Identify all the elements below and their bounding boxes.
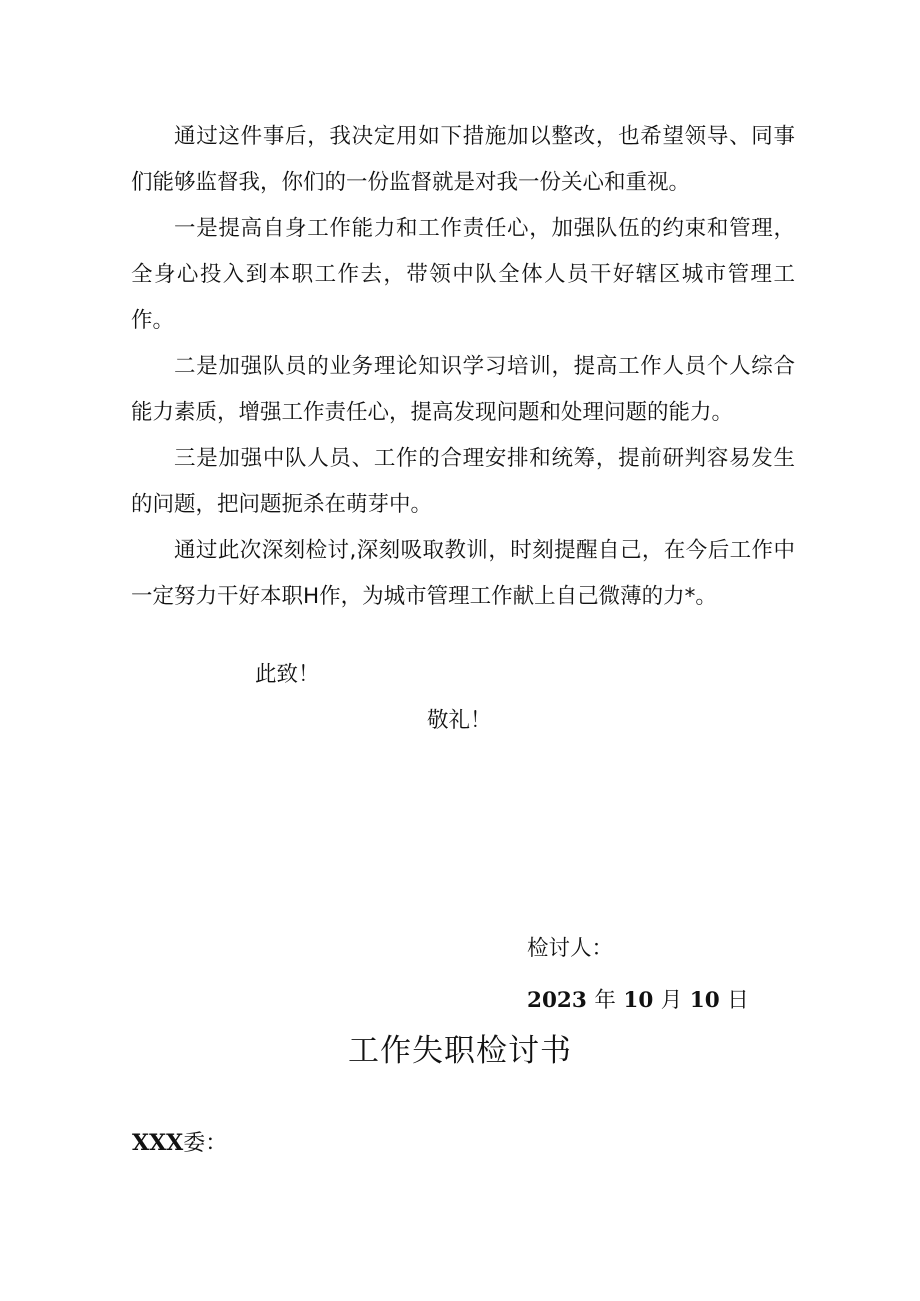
paragraph-measure-three: 三是加强中队人员、工作的合理安排和统筹，提前研判容易发生的问题，把问题扼杀在萌芽中。 (131, 446, 795, 517)
date-day: 10 (689, 988, 720, 1013)
document-title: 工作失职检讨书 (348, 1033, 572, 1069)
paragraph-rectification-intro: 通过这件事后，我决定用如下措施加以整改，也希望领导、同事们能够监督我，你们的一份监督就是对我一份关心和重视。 (131, 124, 795, 195)
date-year: 2023 (527, 988, 587, 1013)
signer-label: 检讨人： (527, 936, 614, 961)
signature-date (527, 986, 749, 1016)
closing-salutation-1: 此致！ (255, 662, 320, 687)
recipient-line (132, 1128, 227, 1159)
recipient-suffix: 委： (183, 1131, 228, 1156)
date-month-unit: 月 (660, 988, 683, 1013)
date-month: 10 (623, 988, 654, 1013)
date-year-unit: 年 (594, 988, 616, 1013)
date-day-unit: 日 (727, 988, 749, 1013)
closing-salutation-2: 敬礼！ (427, 708, 492, 733)
paragraph-measure-two: 二是加强队员的业务理论知识学习培训，提高工作人员个人综合能力素质，增强工作责任心，提高发现问题和处理问题的能力。 (131, 354, 795, 425)
recipient-prefix: XXX (132, 1130, 184, 1156)
paragraph-measure-one: 一是提高自身工作能力和工作责任心，加强队伍的约束和管理，全身心投入到本职工作去，带领中队全体人员干好辖区城市管理工作。 (131, 216, 795, 333)
paragraph-conclusion: 通过此次深刻检讨,深刻吸取教训，时刻提醒自己，在今后工作中一定努力干好本职H作，为城市管理工作献上自己微薄的力*。 (131, 538, 795, 609)
